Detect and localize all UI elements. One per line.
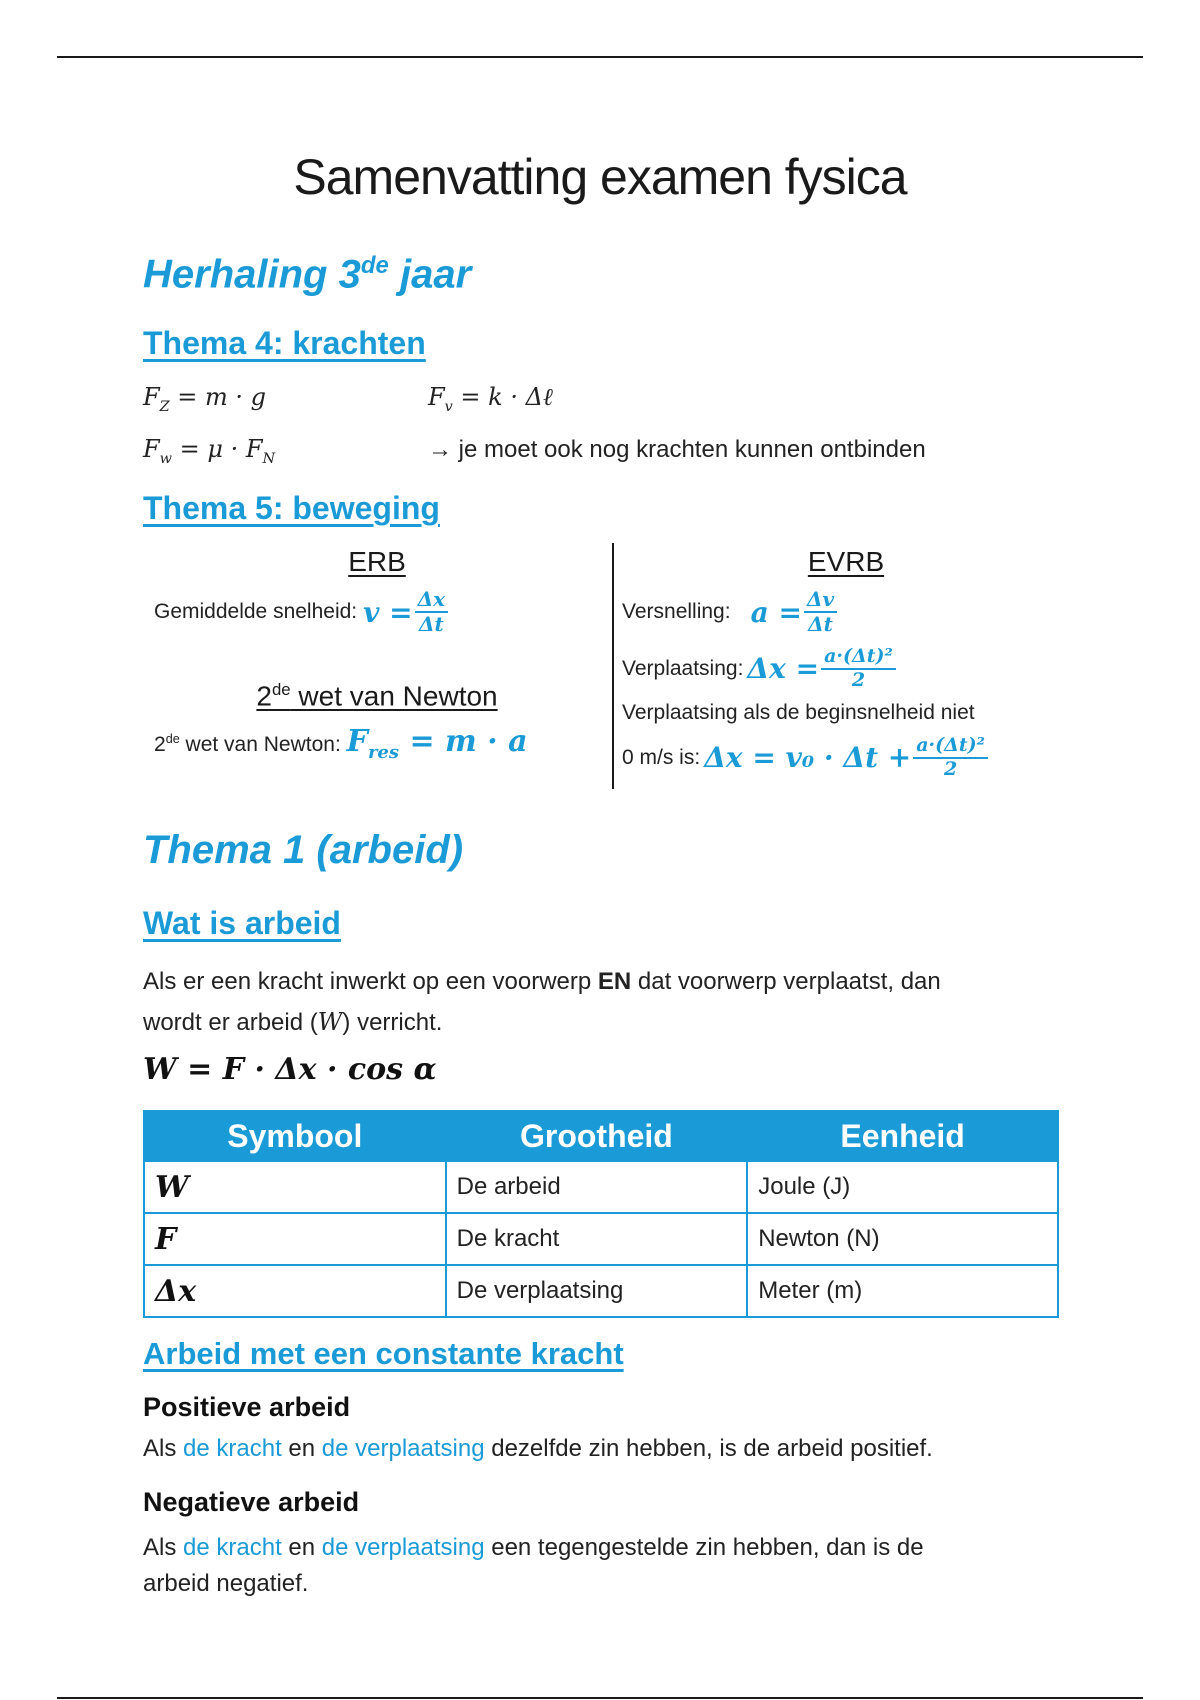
formula-friction: $F_w = \mu \cdot F_N$ (143, 435, 276, 467)
krachten-note: → je moet ook nog krachten kunnen ontbinden (428, 436, 926, 463)
header-eenheid: Eenheid (747, 1111, 1058, 1161)
bottom-rule (57, 1697, 1143, 1699)
row-symbol: F (144, 1213, 446, 1265)
table-row (144, 1265, 1058, 1317)
erb-title: ERB (348, 546, 406, 577)
arbeid-table (143, 1110, 1059, 1318)
table-header-row (144, 1111, 1058, 1161)
negatieve-arbeid-text: Als de kracht en de verplaatsing een tegengestelde zin hebben, dan is de arbeid negatief. (143, 1534, 924, 1597)
disp-fraction: $\frac{\text{a·(Δt)²}}{2}$ (821, 646, 896, 692)
positieve-arbeid-title: Positieve arbeid (143, 1392, 351, 1422)
arbeid-definition: Als er een kracht inwerkt op een voorwerp EN dat voorwerp verplaatst, dan wordt er arbeid (W) verricht. (143, 968, 941, 1036)
v0-fraction: $\frac{\text{a·(Δt)²}}{2}$ (913, 735, 988, 781)
arbeid-formula: W = F · Δx · cos α (143, 1052, 437, 1087)
header-grootheid: Grootheid (446, 1111, 748, 1161)
positieve-arbeid-text: Als de kracht en de verplaatsing dezelfde zin hebben, is de arbeid positief. (143, 1435, 933, 1462)
table-row (144, 1161, 1058, 1213)
thema1-heading: Thema 1 (arbeid) (143, 828, 464, 872)
evrb-v0-label: Verplaatsing als de beginsnelheid niet (622, 701, 975, 724)
wat-is-arbeid-heading: Wat is arbeid (143, 905, 341, 941)
row-unit: Meter (m) (747, 1265, 1058, 1317)
row-unit: Joule (J) (747, 1161, 1058, 1213)
newton-law: 2de wet van Newton: $F_{res} = m \cdot a$ (154, 724, 528, 763)
row-quantity: De verplaatsing (446, 1265, 748, 1317)
formula-spring: $F_v = k$ · Δℓ (428, 383, 553, 415)
table-row (144, 1213, 1058, 1265)
evrb-acceleration: Versnelling: a = $\frac{\Delta v}{\Delta t}$ (622, 588, 839, 636)
column-divider (612, 543, 614, 789)
evrb-title: EVRB (807, 546, 885, 577)
thema4-heading: Thema 4: krachten (143, 325, 426, 361)
top-rule (57, 56, 1143, 58)
erb-speed: Gemiddelde snelheid: v = $\frac{\Delta x}{\Delta t}$ (154, 588, 450, 636)
formula-gravity: $F_Z = m \cdot g$ (143, 383, 267, 415)
newton-formula: $F_{res} = m \cdot a$ (346, 724, 528, 763)
row-quantity: De kracht (446, 1213, 748, 1265)
negatieve-arbeid-title: Negatieve arbeid (143, 1487, 360, 1517)
newton-title: 2de wet van Newton (256, 680, 498, 712)
evrb-v0-formula: 0 m/s is: Δx = v₀ · Δt + $\frac{\text{a·(Δt)²}}{2}$ (622, 735, 990, 781)
accel-fraction: $\frac{\Delta v}{\Delta t}$ (804, 588, 837, 636)
row-unit: Newton (N) (747, 1213, 1058, 1265)
speed-fraction: $\frac{\Delta x}{\Delta t}$ (415, 588, 448, 636)
row-symbol: Δx (144, 1265, 446, 1317)
thema5-heading: Thema 5: beweging (143, 490, 440, 526)
header-symbool: Symbool (144, 1111, 446, 1161)
row-symbol: W (144, 1161, 446, 1213)
page-title: Samenvatting examen fysica (293, 149, 907, 205)
constante-kracht-heading: Arbeid met een constante kracht (143, 1336, 624, 1371)
herhaling-heading: Herhaling 3de jaar (143, 252, 472, 297)
row-quantity: De arbeid (446, 1161, 748, 1213)
evrb-displacement: Verplaatsing: Δx = $\frac{\text{a·(Δt)²}}{2}$ (622, 646, 898, 692)
